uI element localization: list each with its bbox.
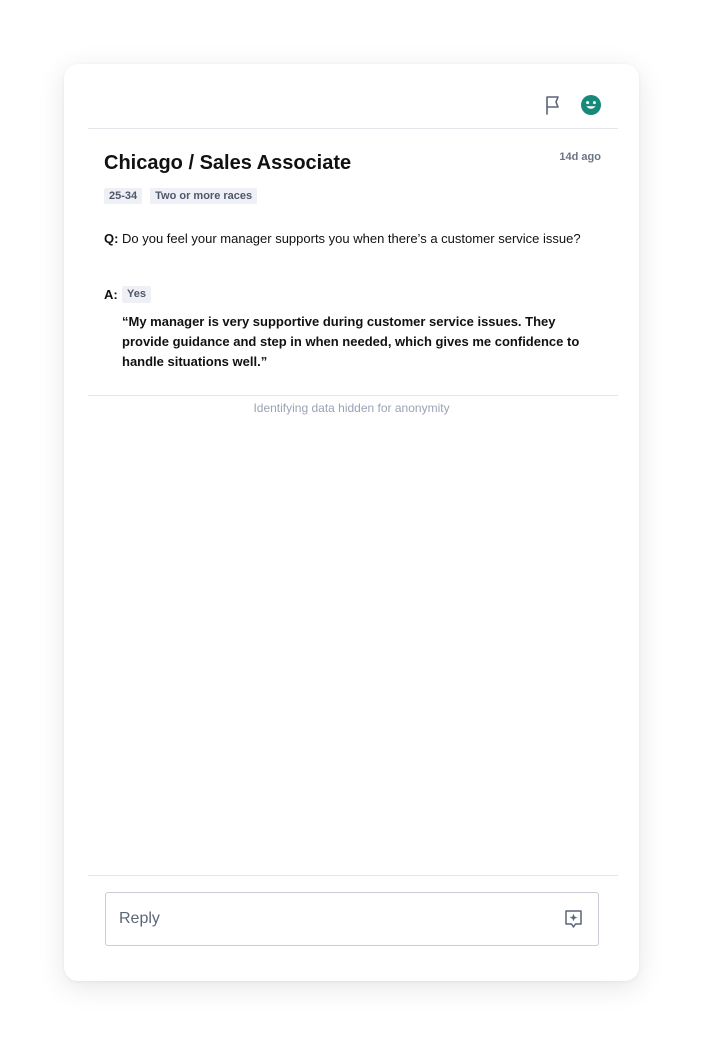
age-tag: 25-34 (104, 188, 142, 204)
response-card (64, 64, 639, 981)
footer-divider (88, 875, 618, 876)
answer-comment: “My manager is very supportive during customer service issues. They provide guidance and step in when needed, which gives me confidence to handle situations well.” (122, 314, 580, 369)
card-actions (542, 94, 602, 116)
smiley-face-icon[interactable] (580, 94, 602, 116)
content-divider (88, 395, 618, 396)
question-block (104, 229, 594, 249)
ethnicity-tag: Two or more races (150, 188, 257, 204)
question-label: Q: (104, 231, 119, 246)
question-text: Do you feel your manager supports you when there’s a customer service issue? (122, 231, 581, 246)
flag-icon[interactable] (542, 94, 564, 116)
anonymity-note: Identifying data hidden for anonymity (253, 401, 450, 415)
answer-choice-badge: Yes (122, 286, 151, 303)
timestamp: 14d ago (559, 151, 601, 163)
response-title: Chicago / Sales Associate (104, 152, 352, 174)
demographic-tags (104, 188, 257, 204)
ai-sparkle-icon[interactable] (563, 909, 583, 929)
reply-box (105, 892, 599, 946)
answer-label: A: (104, 287, 118, 302)
reply-input[interactable] (119, 910, 563, 928)
header-divider (88, 128, 618, 129)
